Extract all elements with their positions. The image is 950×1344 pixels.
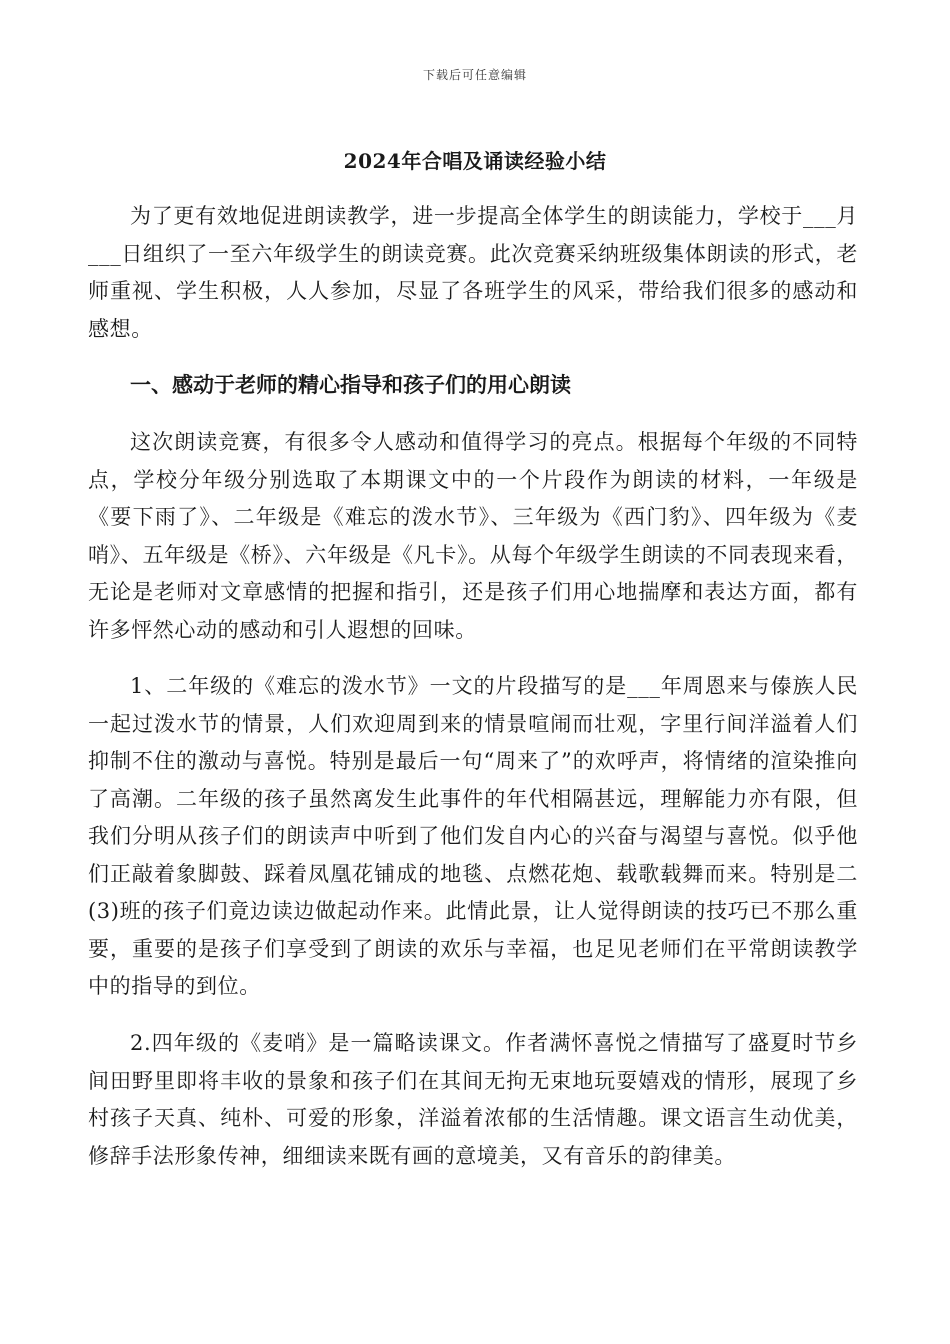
paragraph-overview: 这次朗读竞赛，有很多令人感动和值得学习的亮点。根据每个年级的不同特点，学校分年级分别选取了本期课文中的一个片段作为朗读的材料，一年级是《要下雨了》、二年级是《难忘的泼水节》、三年级为《西门豹》、四年级为《麦哨》、五年级是《桥》、六年级是《凡卡》。从每个年级学生朗读的不同表现来看，无论是老师对文章感情的把握和指引，还是孩子们用心地揣摩和表达方面，都有许多怦然心动的感动和引人遐想的回味。 [88,430,858,642]
paragraph-intro: 为了更有效地促进朗读教学，进一步提高全体学生的朗读能力，学校于___月___日组织了一至六年级学生的朗读竞赛。此次竞赛采纳班级集体朗读的形式，老师重视、学生积极，人人参加，尽显了各班学生的风采，带给我们很多的感动和感想。 [88,204,858,341]
document-title: 2024年合唱及诵读经验小结 [343,149,607,173]
section-heading-1: 一、感动于老师的精心指导和孩子们的用心朗读 [130,372,571,397]
paragraph-item-2: 2.四年级的《麦哨》是一篇略读课文。作者满怀喜悦之情描写了盛夏时节乡间田野里即将丰收的景象和孩子们在其间无拘无束地玩耍嬉戏的情形，展现了乡村孩子天真、纯朴、可爱的形象，洋溢着浓郁的生活情趣。课文语言生动优美，修辞手法形象传神，细细读来既有画的意境美，又有音乐的韵律美。 [88,1031,858,1168]
header-note: 下载后可任意编辑 [422,68,527,82]
paragraph-item-1: 1、二年级的《难忘的泼水节》一文的片段描写的是___年周恩来与傣族人民一起过泼水节的情景，人们欢迎周到来的情景喧闹而壮观，字里行间洋溢着人们抑制不住的激动与喜悦。特别是最后一句“周来了”的欢呼声，将情绪的渲染推向了高潮。二年级的孩子虽然离发生此事件的年代相隔甚远，理解能力亦有限，但我们分明从孩子们的朗读声中听到了他们发自内心的兴奋与渴望与喜悦。似乎他们正敲着象脚鼓、踩着凤凰花铺成的地毯、点燃花炮、载歌载舞而来。特别是二(3)班的孩子们竟边读边做起动作来。此情此景，让人觉得朗读的技巧已不那么重要，重要的是孩子们享受到了朗读的欢乐与幸福，也足见老师们在平常朗读教学中的指导的到位。 [88,674,858,998]
